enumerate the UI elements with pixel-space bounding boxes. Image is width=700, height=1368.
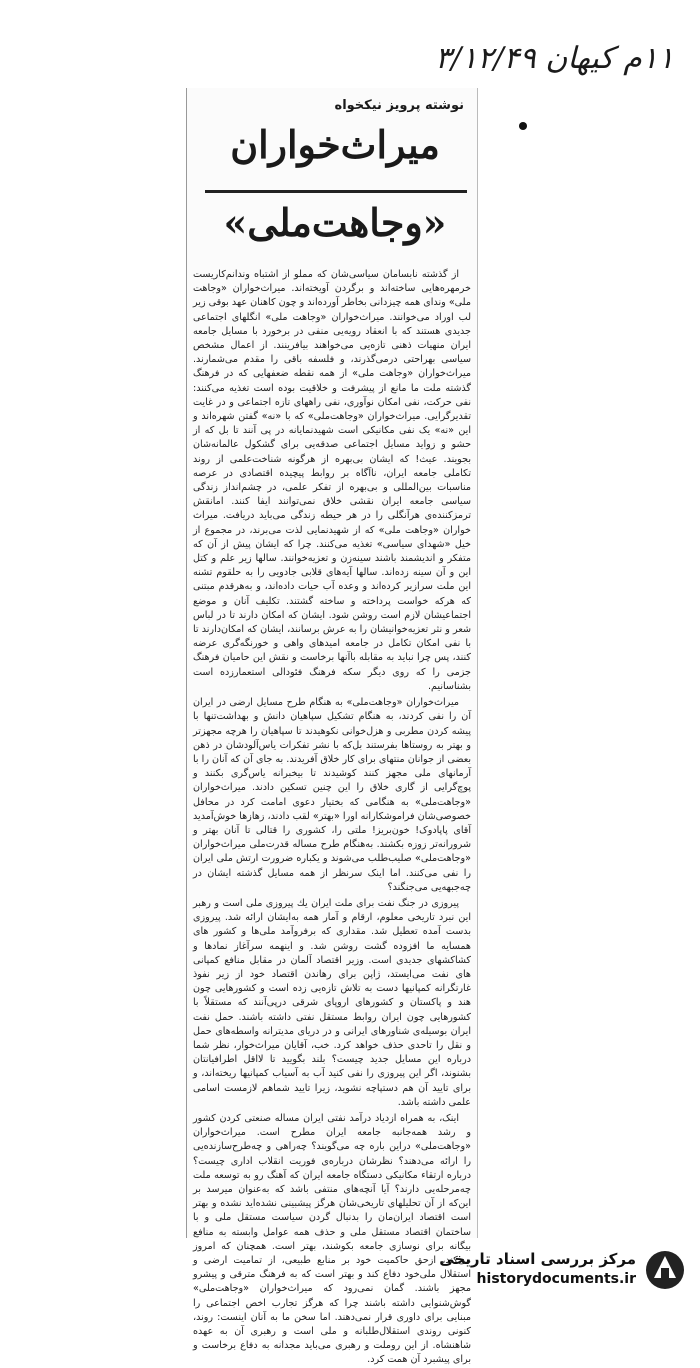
article-paragraph: پیروزی در جنگ نفت برای ملت ایران یك پیروزی ملی است و رهبر این نبرد تاریخی معلوم، ارقام و آمار همه به‌ایشان ارائه شد. پیروزی بدست آمده تعطیل شد. مقداری که برفروآمد ملی‌ها و کشور های همسایه ما افزوده گشت روشن شد. و اینهمه سرآغاز نمادها و کشاکشهای جدیدی است. وزیر اقتصاد آلمان در مقابل منافع کمپانی های نفت می‌ایستد، ژاپن برای رهاندن اقتصاد خود از زیر نفوذ غارتگرانه کمپانیها دست به تلاش تازه‌یی زده است و کشورهایی چون هند و پاکستان و کشورهای اروپای شرقی درپی‌آنند که مستقلاً با کشورهایی چون ایران روابط مستقل نفتی داشته باشند. حمل نفت ایران بوسیله‌ی شناورهای ایرانی و در دریای مدیترانه واسطه‌های حمل و نقل را تاحدی حذف خواهد کرد. خب، آقایان میراث‌خوار، نظر شما درباره این مسایل جدید چیست؟ بلند بگویید تا لااقل اطرافیانتان بشنوند، اگر این پیروزی را نفی کنید آب به آسیاب کمپانیها ریخته‌اند، و برای تایید آن هم دستپاچه نشوید، زیرا تایید شماهم لازمست اسامی علمی داشته باشد. [193,897,471,1108]
article-body [193,268,471,1366]
archive-logo-icon [644,1248,686,1292]
archive-name: مرکز بررسی اسناد تاریخی [439,1250,636,1268]
handwritten-date-note [210,22,674,86]
archive-url: historydocuments.ir [476,1271,636,1287]
article-paragraph: میراث‌خواران «وجاهت‌ملی» به هنگام طرح مسایل ارضی در ایران آن را نفی کردند، به هنگام تشکیل سپاهیان دانش و بهداشت‌تنها با پیشه کردن مطربی و هزل‌خوانی نکوهیدند تا سپاهیان را هرچه مجهزتر و بهتر به روستاها بفرستند بل‌که با نشر تفکرات یاس‌آلودشان در ذهن بعضی از جوانان منتهای برای کار خلاق آفریدند. به جای آن که آنان را با آرمانهای ملی مجهز کنند کوشیدند تا بیخبرانه یاس‌گری بکنند و پوچ‌گرایی از گاری خلاق را این چنین تسکین دادند. میراث‌خواران «وجاهت‌ملی» به هنگامی که بختیار دعوی امامت کرد در محافل خصوصی‌شان فراموشکارانه اورا «بهتر» لقب دادند، زهازها خوش‌آمدید آقای پاپادوک! خون‌بریز! ملتی را، کشوری را قتالی تا آنان بهتر و شرورانه‌تر زوزه بکشند. به‌هنگام طرح مساله قدرت‌ملی میراث‌خواران «وجاهت‌ملی» صلیب‌طلب می‌شوند و یکباره ضرورت ارتش ملی ایران را نفی می‌کنند. اما اینک سرنظر از همه مسایل گذشته ایشان در چه‌جبهه‌یی می‌جنگند؟ [193,697,471,893]
margin-dot [519,122,527,130]
archive-watermark [420,1248,690,1294]
article-title-line1: میراث‌خواران [230,122,440,167]
article-paragraph: از گذشته نابسامان سیاسی‌شان که مملو از اشتباه وندانم‌کاریست خرمهره‌هایی ساخته‌اند و برگردن آویخته‌اند. میراث‌خواران «وجاهت ملی» وندای همه چیزدانی بخاطر آورده‌اند و چون کاهنان عهد بوقی زیر لب اوراد می‌خوانند. میراث‌خواران «وجاهت ملی» انگلهای اجتماعی جدیدی هستند که با انعقاد رویه‌یی منفی در برخورد با مسایل جامعه ایران منهیات ذهنی تازه‌یی می‌خواهند بیافرینند. از اعمال مشخص سیاسی بهراحتی درمی‌گذرند، و فلسفه باقی را مقدم می‌شمارند. میراث‌خواران «وجاهت ملی» از همه نقطه ضعفهایی که در فرهنگ گذشته ملت ما مانع از پیشرفت و خلاقیت بوده است تغذیه می‌کنند: نفی حرکت، نفی امکان نوآوری، نفی راههای تازه اجتماعی و در غایت تقدیرگرایی. میراث‌خواران «وجاهت‌ملی» که با «نه» گفتن شهره‌اند و این «نه» یک نفی مکانیکی است شهیدنمایانه در پی آنند تا بل که از حشو و زواید مسایل اجتماعی صدقه‌یی برای گشکول عالمانه‌شان بجویند. عیث! که ایشان بی‌بهره از هرگونه شناخت‌علمی از روند تکاملی جامعه ایران، ناآگاه بر روابط پیچیده اقتصادی در عرصه مناسبات بین‌المللی و بی‌بهره از تفکر علمی، در چشم‌انداز زندگی سیاسی جامعه ایران نقشی خلاق نمی‌توانند ایفا کنند. امانقش ترمزکننده‌ی هرآنگلی را در هر حیطه زندگی می‌باید دریافت. میراث خواران «وجاهت ملی» که از شهیدنمایی لذت می‌برند، در مجموع از خیل «شهدای سیاسی» تغذیه می‌کنند. چرا که ایشان پیش از آن که متفکر و اندیشمند باشند سینه‌زن و تعزیه‌خوانند. سالها زیر علم و کتل این و آن سینه زده‌اند. سالها آیه‌های قلابی جادویی را به حلقوم تشنه این ملت سرازیر کرده‌اند و وعده آب حیات داده‌اند، و به‌هرقدم مبتنی که هرکه خواست پرداخته و ساخته گشتند. تکلیف آنان و موضع اجتماعیشان لازم است روشن شود. ایشان که امکان دارند تا در لباس شعر و نثر تعزیه‌خوانیشان را به عرش برسانند، ایشان که امکان‌دارند تا با نفی امکان تکامل در جامعه امیدهای واهی و خورنگه‌گری عرضه کنند، پس چرا نباید به مقابله باآنها برخاست و نقش این حامیان فرهنگ جزمی را که روی دیگر سکه فرهنگ فئودالی استعمارزده است بشناسانیم. [193,269,471,692]
article-byline: نوشته پرویز نیکخواه [334,98,464,113]
handwritten-date-text: ۱۱م کیهان ۳/۱۲/۴۹ [435,41,674,76]
title-divider [205,190,467,193]
article-paragraph: اینک، به همراه ازدیاد درآمد نفتی ایران مساله صنعتی کردن کشور و رشد همه‌جانبه جامعه ایران مطرح است. میراث‌خواران «وجاهت‌ملی» دراین باره چه می‌گویند؟ چه‌راهی و چه‌طرح‌سازنده‌یی را ارائه می‌دهند؟ نظرشان درباره‌ی فوریت انقلاب اداری چیست؟ درباره ارتقاء مکانیکی دستگاه جامعه ایران که آهنگ رو به توسعه ملت چه‌مرحله‌یی دارند؟ آیا آنچه‌های منتفی باشد که به‌عنوان میرسد بر این‌که از آن تحلیلهای تاریخی‌شان هرگز پیشبینی نشده‌اید نشده و بهتر است اقتصاد ایران‌مان را بدنبال گردن سیاست مستقل ملی و با ساختمان اقتصاد مستقل ملی و حذف همه عوامل وابسته به منافع بیگانه برای نوسازی جامعه بکوشند، بهتر است. همچنان که امروز می‌کند، ازحق حاکمیت خود بر منابع طبیعی، از تمامیت ارضی و استقلال ملی‌خود دفاع کند و بهتر است که به فرهنگ مترقی و پیشرو مجهز باشند. گمان نمی‌رود که میراث‌خواران «وجاهت‌ملی» گوش‌شنوایی داشته باشند چرا که هرگز تجارب اخص اجتماعی را مبنایی برای داوری قرار نمی‌دهند. اما سخن ما به آنان اینست: روند، کنونی روندی استقلال‌طلبانه و ملی است و رهبری آن به عهده شاهنشاه. از این روملت و رهبری می‌باید مجدانه به دفاع برخاست و برای پیشبرد آن همت کرد. [193,1112,471,1366]
article-title-line2: «وجاهت‌ملی» [223,200,447,245]
